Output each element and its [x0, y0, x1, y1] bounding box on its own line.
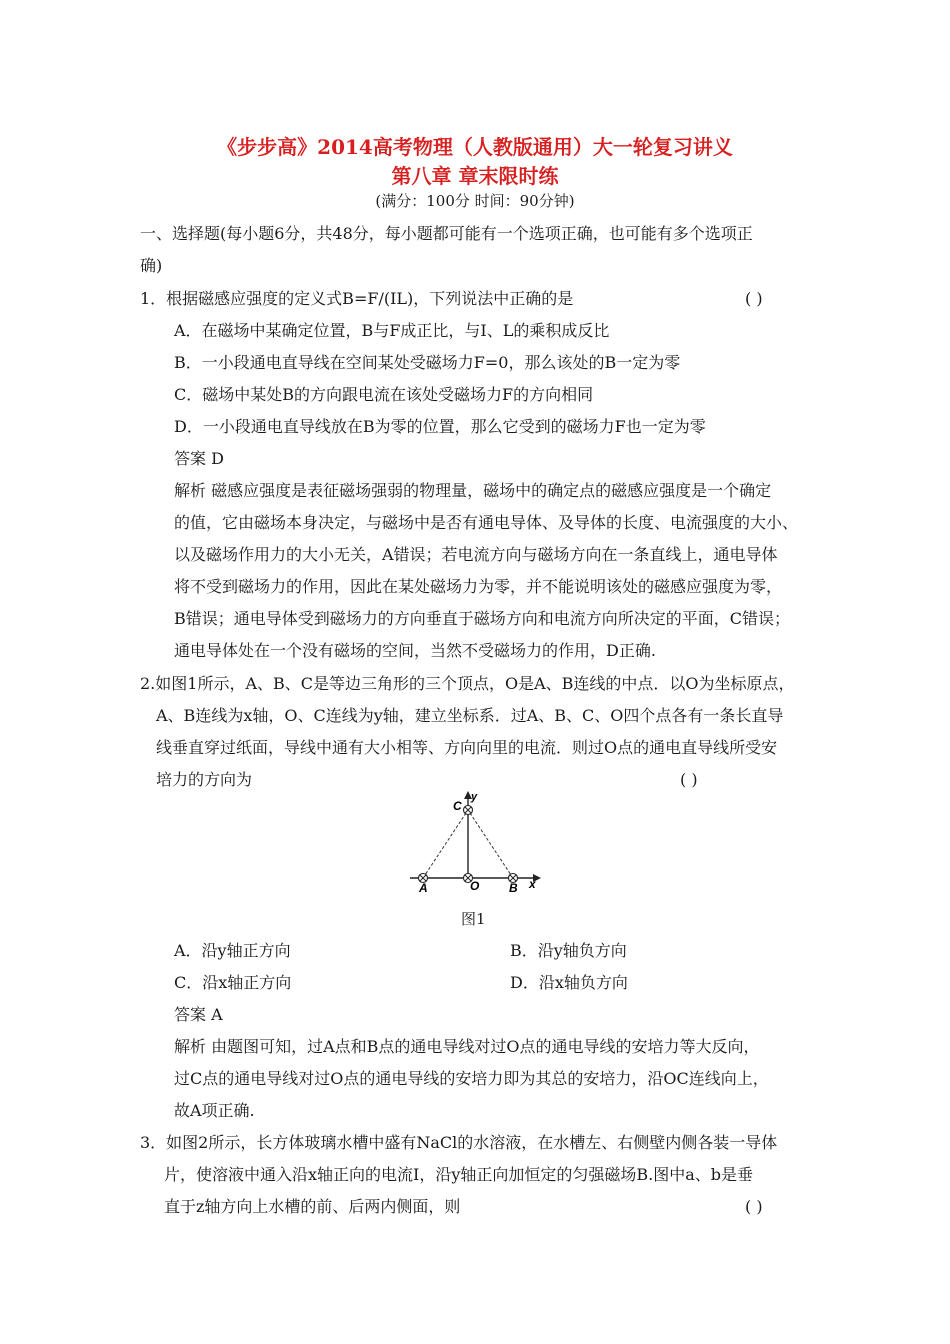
q2-analysis-line: 过C点的通电导线对过O点的通电导线的安培力即为其总的安培力，沿OC连线向上， — [174, 1069, 769, 1088]
q2-analysis-line: 故A项正确. — [174, 1101, 255, 1120]
q3-stem-line: 3．如图2所示，长方体玻璃水槽中盛有NaCl的水溶液，在水槽左、右侧壁内侧各装一导体 — [140, 1133, 778, 1152]
section-heading: 一、选择题(每小题6分，共48分，每小题都可能有一个选项正确，也可能有多个选项正 — [140, 224, 753, 243]
figure-1-diagram — [405, 790, 555, 900]
label-y: y — [471, 791, 478, 803]
q1-analysis-line: B错误；通电导体受到磁场力的方向垂直于磁场方向和电流方向所决定的平面，C错误； — [174, 609, 791, 628]
section-heading-cont: 确) — [140, 256, 163, 275]
subtitle: (满分：100分 时间：90分钟) — [375, 192, 575, 210]
q1-analysis-line: 将不受到磁场力的作用，因此在某处磁场力为零，并不能说明该处的磁感应强度为零， — [174, 577, 783, 596]
q1-analysis-line: 以及磁场作用力的大小无关，A错误；若电流方向与磁场方向在一条直线上，通电导体 — [174, 545, 778, 564]
title-line-1: 《步步高》2014高考物理（人教版通用）大一轮复习讲义 — [217, 135, 733, 159]
q1-analysis-line: 通电导体处在一个没有磁场的空间，当然不受磁场力的作用，D正确. — [174, 641, 656, 660]
q2-stem-line: 线垂直穿过纸面，导线中通有大小相等、方向向里的电流．则过O点的通电直导线所受安 — [156, 738, 778, 757]
title-line-2: 第八章 章末限时练 — [391, 164, 559, 188]
q2-stem-line: A、B连线为x轴，O、C连线为y轴，建立坐标系．过A、B、C、O四个点各有一条长直导 — [156, 706, 784, 725]
q2-stem-line: 培力的方向为 — [156, 770, 253, 789]
q2-answer: 答案 A — [174, 1005, 223, 1024]
q1-analysis-line: 解析 磁感应强度是表征磁场强弱的物理量，磁场中的确定点的磁感应强度是一个确定 — [174, 481, 772, 500]
q1-option-a: A．在磁场中某确定位置，B与F成正比，与I、L的乘积成反比 — [174, 321, 610, 340]
q2-option-b: B．沿y轴负方向 — [510, 941, 627, 960]
q2-option-a: A．沿y轴正方向 — [174, 941, 291, 960]
figure-1-caption: 图1 — [461, 910, 486, 928]
label-c: C — [453, 799, 462, 813]
q1-analysis-line: 的值，它由磁场本身决定，与磁场中是否有通电导体、及导体的长度、电流强度的大小、 — [174, 513, 799, 532]
q2-option-d: D．沿x轴负方向 — [510, 973, 628, 992]
q1-stem: 1．根据磁感应强度的定义式B=F/(IL)，下列说法中正确的是 — [140, 289, 574, 308]
q3-answer-bracket: ( ) — [745, 1197, 763, 1216]
label-a: A — [419, 881, 428, 895]
triangle-side-bc — [468, 810, 513, 878]
q2-option-c: C．沿x轴正方向 — [174, 973, 292, 992]
q2-stem-line: 2.如图1所示，A、B、C是等边三角形的三个顶点，O是A、B连线的中点．以O为坐标原点， — [140, 674, 795, 693]
triangle-side-ac — [423, 810, 468, 878]
q1-answer-bracket: ( ) — [745, 289, 763, 308]
label-x: x — [529, 877, 536, 891]
q1-answer: 答案 D — [174, 449, 224, 468]
q2-analysis-line: 解析 由题图可知，过A点和B点的通电导线对过O点的通电导线的安培力等大反向， — [174, 1037, 760, 1056]
label-o: O — [470, 879, 480, 893]
q3-stem-line: 片，使溶液中通入沿x轴正向的电流I，沿y轴正向加恒定的匀强磁场B.图中a、b是垂 — [164, 1165, 754, 1184]
q3-stem-line: 直于z轴方向上水槽的前、后两内侧面，则 — [164, 1197, 461, 1216]
q1-option-c: C．磁场中某处B的方向跟电流在该处受磁场力F的方向相同 — [174, 385, 594, 404]
label-b: B — [509, 881, 518, 895]
q2-answer-bracket: ( ) — [680, 770, 698, 789]
q1-option-b: B．一小段通电直导线在空间某处受磁场力F=0，那么该处的B一定为零 — [174, 353, 681, 372]
q1-option-d: D．一小段通电直导线放在B为零的位置，那么它受到的磁场力F也一定为零 — [174, 417, 706, 436]
current-into-page-icon-c — [464, 806, 473, 815]
